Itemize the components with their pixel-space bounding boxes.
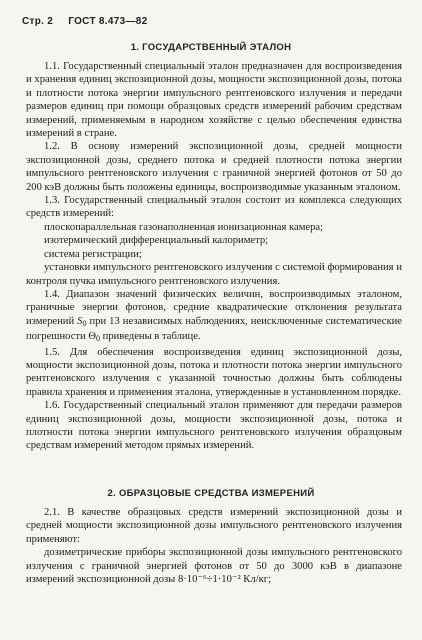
list-item-registration: система регистрации; [44,248,142,260]
item-text: дозиметрические приборы экспозиционной дозы импульсного рентгеновского излучения с граничной энергией фотонов от 50 до 3000 кэВ в диапазоне измерений экспозиционной дозы [26,547,402,586]
section-2-body [26,506,402,586]
page-header [22,16,159,27]
paragraph-1-4 [26,288,402,346]
paragraph-1-5: 1.5. Для обеспечения воспроизведения единиц экспозиционной дозы, мощности экспозиционной дозы, потока и плотности потока энергии импульсного рентгеновского излучения с указанной точностью должны быть соблюдены правила хранения и применения эталона, утвержденные в установленном порядке. [26,346,402,398]
paragraph-1-2: 1.2. В основу измерений экспозиционной дозы, средней мощности экспозиционной дозы, среднего потока и средней плотности потока энергии импульсного рентгеновского излучения с граничной энергией фотонов от 50 до 200 кэВ должны быть положены единицы, воспроизводимые указанным эталоном. [26,141,402,193]
paragraph-1-3: 1.3. Государственный специальный эталон состоит из комплекса следующих средств измерений: [26,195,402,220]
item-range: 8·10⁻⁶÷1·10⁻² Кл/кг; [177,574,272,586]
paragraph-2-1: 2.1. В качестве образцовых средств измерений экспозиционной дозы и средней мощности экспозиционной дозы импульсного рентгеновского излучения применяют: [26,507,402,545]
list-item-installations: установки импульсного рентгеновского излучения с системой формирования и контроля пучка импульсного рентгеновского излучения. [26,262,402,287]
paragraph-2-1-item [26,546,402,586]
section-1-title: 1. ГОСУДАРСТВЕННЫЙ ЭТАЛОН [130,42,292,53]
section-1-body [26,60,402,453]
section-2-title: 2. ОБРАЗЦОВЫЕ СРЕДСТВА ИЗМЕРЕНИЙ [107,488,315,499]
symbol-s0-subscript: 0 [82,318,87,328]
symbol-s0: S [77,315,83,327]
standard-number: ГОСТ 8.473—82 [68,16,148,27]
paragraph-1-4-part-a: 1.4. Диапазон значений физических величин, воспроизводимых эталоном, граничные энергии фотонов, средние квадратические отклонения результата измерений [26,288,402,327]
symbol-theta0: Θ [88,331,97,343]
list-item-chamber: плоскопараллельная газонаполненная ионизационная камера; [44,221,324,233]
symbol-theta0-subscript: 0 [96,334,101,344]
paragraph-1-4-part-b: при 13 независимых наблюдениях, неисключенные систематические погрешности [26,315,402,343]
list-item-calorimeter: изотермический дифференциальный калориметр; [44,235,269,247]
paragraph-1-1: 1.1. Государственный специальный эталон предназначен для воспроизведения и хранения единиц экспозиционной дозы, мощности экспозиционной дозы, потока и плотности потока энергии импульсного рентгеновского излучения и передачи размеров единиц при помощи образцовых средств измерений рабочим средствам измерений, применяемым в народном хозяйстве с целью обеспечения единства измерений в стране. [26,61,402,140]
paragraph-1-6: 1.6. Государственный специальный эталон применяют для передачи размеров единиц экспозиционной дозы, мощности экспозиционной дозы, потока и плотности потока энергии импульсного рентгеновского излучения образцовым средствам измерений методом прямых измерений. [26,400,402,452]
page-number: Стр. 2 [22,16,54,27]
paragraph-1-4-part-c: приведены в таблице. [100,331,201,343]
